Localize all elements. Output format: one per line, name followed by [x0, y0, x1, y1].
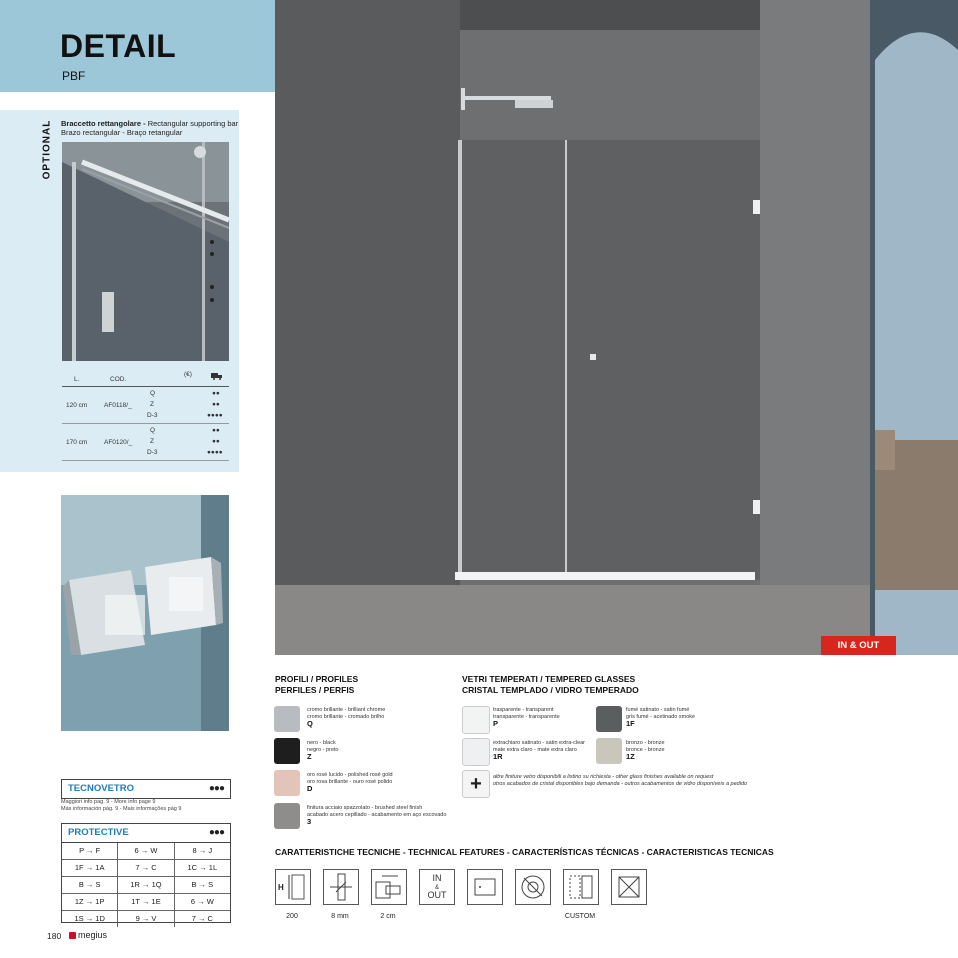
protective-label: PROTECTIVE: [68, 827, 129, 838]
swatch-bronze: [596, 738, 622, 764]
glass-thickness-icon: [323, 869, 359, 905]
optional-table: [62, 366, 229, 461]
profile-black-text: nero - black negro - preto Z: [307, 740, 339, 761]
shower-tray-icon: [467, 869, 503, 905]
glass-bronze-text: bronzo - bronze bronce - bronze 1Z: [626, 740, 665, 761]
column-length: L.: [74, 376, 80, 383]
protective-table: [61, 823, 231, 923]
tecnovetro-dots: ●●●: [208, 783, 224, 794]
tecnovetro-box: [61, 779, 231, 799]
optional-vertical-label: OPTIONAL: [41, 119, 53, 180]
custom-value: CUSTOM: [564, 913, 596, 920]
anti-limescale-icon: [515, 869, 551, 905]
table-row: P → F 6 → W 8 → J: [62, 843, 230, 860]
table-row: 170 cm AF0120/_ Q Z D-3 ●● ●● ●●●●: [62, 424, 229, 461]
svg-text:H: H: [278, 883, 284, 892]
protective-dots: ●●●: [208, 827, 224, 838]
profile-brushed-steel-text: finitura acciaio spazzolato - brushed steel finish acabado acero cepillado - acabamento em aço escovado 3: [307, 805, 447, 826]
table-row: 1F → 1A 7 → C 1C → 1L: [62, 860, 230, 877]
tecnovetro-note: Maggiori info pag. 9 - More info page 9 Más información pág. 9 - Mais informações pág 9: [61, 799, 182, 812]
table-row: 1S → 1D 9 → V 7 → C: [62, 911, 230, 927]
page-number: 180: [47, 931, 62, 941]
svg-text:IN: IN: [432, 873, 442, 883]
page-subtitle: PBF: [62, 69, 86, 83]
height-value: 200: [286, 913, 298, 920]
profile-rose-gold-text: oro rosé lucido - polished rosé gold oro rosa brillante - ouro rosé polido D: [307, 772, 393, 793]
glass-transparent-text: trasparente - transparent transparente - transparente P: [493, 707, 560, 728]
optional-title: Braccetto rettangolare - Rectangular supporting bar Brazo rectangular - Braço retangular: [61, 119, 239, 137]
shower-photo: [275, 0, 958, 655]
table-row: B → S 1R → 1Q B → S: [62, 877, 230, 894]
more-finishes-plus-icon: +: [462, 770, 490, 798]
column-code: COD.: [110, 376, 127, 383]
profiles-heading: PROFILI / PROFILES PERFILES / PERFIS: [275, 674, 359, 695]
swatch-transparent: [462, 706, 490, 734]
height-icon: [275, 869, 311, 905]
in-out-icon: [419, 869, 455, 905]
swatch-chrome: [274, 706, 300, 732]
page-title: DETAIL: [60, 28, 177, 64]
svg-text:OUT: OUT: [427, 890, 447, 900]
swatch-brushed-steel: [274, 803, 300, 829]
in-out-badge: IN & OUT: [821, 636, 896, 655]
delivery-truck-icon: [211, 372, 223, 382]
swatch-rose-gold: [274, 770, 300, 796]
profile-chrome-text: cromo brillante - brilliant chrome cromo brillante - cromado brilho Q: [307, 707, 386, 728]
swatch-smoke: [596, 706, 622, 732]
glass-extra-clear-text: extrachiaro satinato - satin extra-clear mate extra claro - mate extra claro 1R: [493, 740, 586, 761]
features-heading: CARATTERISTICHE TECNICHE - TECHNICAL FEATURES - CARACTERÍSTICAS TÉCNICAS - CARACTERISTICAS TECNICAS: [275, 847, 774, 857]
table-row: 1Z → 1P 1T → 1E 6 → W: [62, 894, 230, 911]
more-finishes-text: altre finiture vetro disponibili a listino su richiesta - other glass finishes available on request otros acabados de cristal disponibles bajo demanda - outros acabamentos de vidro disponíveis a pedido: [493, 774, 748, 787]
glass-smoke-text: fumé satinato - satin fumé gris fumé - acetinado smoke 1F: [626, 707, 696, 728]
table-row: 120 cm AF0118/_ Q Z D-3 ●● ●● ●●●●: [62, 387, 229, 424]
svg-text:&: &: [434, 885, 440, 891]
handle-knob-photo: [61, 495, 229, 731]
brand-logo: megius: [69, 930, 107, 940]
gap-value: 2 cm: [380, 913, 396, 920]
glasses-heading: VETRI TEMPERATI / TEMPERED GLASSES CRISTAL TEMPLADO / VIDRO TEMPERADO: [462, 674, 639, 695]
swatch-extra-clear: [462, 738, 490, 766]
header-banner: [0, 0, 275, 92]
supporting-bar-photo: [62, 142, 229, 361]
euro-icon: (€): [184, 371, 192, 378]
tecnovetro-label: TECNOVETRO: [68, 783, 134, 794]
swatch-black: [274, 738, 300, 764]
thickness-value: 8 mm: [331, 913, 349, 920]
custom-size-icon: [563, 869, 599, 905]
no-floor-icon: [611, 869, 647, 905]
gap-adjust-icon: [371, 869, 407, 905]
